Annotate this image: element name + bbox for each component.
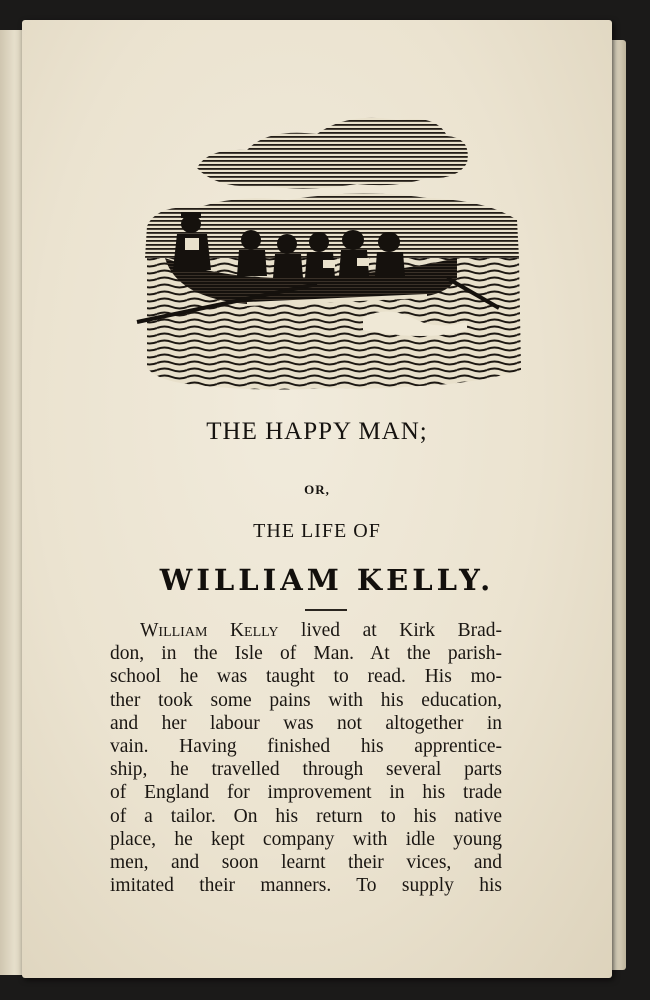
title-the-life-of: THE LIFE OF — [253, 520, 381, 542]
title-divider — [305, 609, 347, 611]
title-william-kelly: WILLIAM KELLY. — [159, 563, 495, 597]
text-line: William Kelly lived at Kirk Brad- — [140, 620, 502, 641]
title-or: OR, — [304, 482, 330, 497]
text-line: of England for improvement in his trade — [110, 782, 502, 804]
text-line: imitated their manners. To supply his — [110, 875, 502, 897]
text-line: vain. Having finished his apprentice- — [110, 736, 502, 758]
rowboat-woodcut-icon — [127, 108, 527, 400]
opening-name: William Kelly — [140, 620, 279, 641]
text-line: and her labour was not altogether in — [110, 712, 502, 734]
text-line: ther took some pains with his education, — [110, 689, 502, 711]
text-line: of a tailor. On his return to his native — [110, 805, 502, 827]
text-line: place, he kept company with idle young — [110, 828, 502, 850]
book-page — [22, 20, 612, 978]
text-line: men, and soon learnt their vices, and — [110, 852, 502, 874]
text-line: school he was taught to read. His mo- — [110, 666, 502, 688]
body-text — [110, 619, 502, 897]
text-line: don, in the Isle of Man. At the parish- — [110, 643, 502, 665]
title-the-happy-man: THE HAPPY MAN; — [206, 418, 428, 445]
text-line: ship, he travelled through several parts — [110, 759, 502, 781]
